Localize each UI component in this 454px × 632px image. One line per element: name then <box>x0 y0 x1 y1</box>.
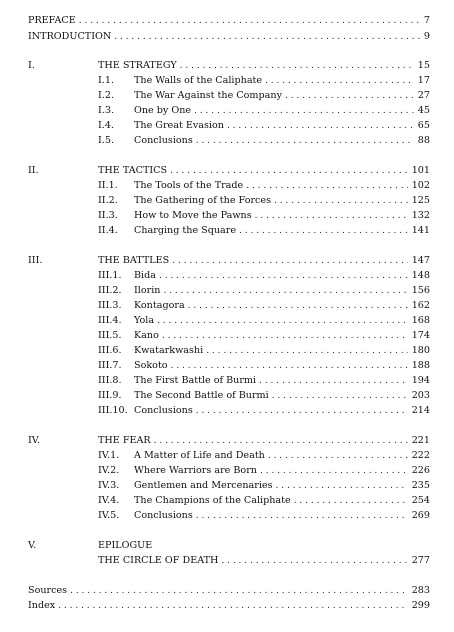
toc-part-1 <box>28 59 430 73</box>
toc-section <box>28 449 430 463</box>
page-number: 45 <box>417 105 430 116</box>
section-number: II.3. <box>98 210 118 221</box>
section-title: Kontagora <box>134 300 185 311</box>
toc-section <box>28 464 430 478</box>
part-title: THE TACTICS <box>98 165 168 176</box>
page-number: 203 <box>411 390 430 401</box>
page-number: 221 <box>411 435 430 446</box>
dot-leader <box>163 284 407 298</box>
page-number: 125 <box>411 195 430 206</box>
page-number: 254 <box>411 495 430 506</box>
section-title: Sokoto <box>134 360 168 371</box>
section-title: Conclusions <box>134 135 193 146</box>
dot-leader <box>259 374 408 388</box>
section-title: Bida <box>134 270 156 281</box>
page-number: 65 <box>417 120 430 131</box>
toc-section <box>28 74 430 88</box>
page-number: 269 <box>411 510 430 521</box>
toc-section <box>28 509 430 523</box>
section-number: III.2. <box>98 285 122 296</box>
page-number: 7 <box>423 15 430 26</box>
page-number: 9 <box>423 31 430 42</box>
page-number: 226 <box>411 465 430 476</box>
page-number: 299 <box>411 600 430 611</box>
dot-leader <box>172 254 407 268</box>
dot-leader <box>227 119 414 133</box>
section-title: One by One <box>134 105 192 116</box>
dot-leader <box>170 164 408 178</box>
section-title: Yola <box>134 315 155 326</box>
section-number: III.9. <box>98 390 122 401</box>
dot-leader <box>265 74 414 88</box>
section-title: The Walls of the Caliphate <box>134 75 263 86</box>
toc-part-3 <box>28 254 430 268</box>
section-number: II.4. <box>98 225 118 236</box>
toc-section <box>28 194 430 208</box>
page-number: 174 <box>411 330 430 341</box>
page-number: 148 <box>411 270 430 281</box>
page-number: 162 <box>411 300 430 311</box>
toc-section <box>28 299 430 313</box>
toc-section <box>28 269 430 283</box>
dot-leader <box>159 269 408 283</box>
toc-part-4 <box>28 434 430 448</box>
section-number: IV.3. <box>98 480 120 491</box>
dot-leader <box>268 449 408 463</box>
toc-section <box>28 134 430 148</box>
section-number: III.4. <box>98 315 122 326</box>
toc-section <box>28 389 430 403</box>
toc-section <box>28 344 430 358</box>
dot-leader <box>206 344 408 358</box>
section-title: Kano <box>134 330 159 341</box>
dot-leader <box>194 104 414 118</box>
section-number: I.4. <box>98 120 114 131</box>
page-number: 180 <box>411 345 430 356</box>
section-number: III.7. <box>98 360 122 371</box>
section-number: I.3. <box>98 105 114 116</box>
part-number: I. <box>28 60 35 71</box>
page-number: 194 <box>411 375 430 386</box>
dot-leader <box>162 329 408 343</box>
entry-title: Sources <box>28 585 68 596</box>
part-title: THE BATTLES <box>98 255 170 266</box>
toc-section <box>28 374 430 388</box>
entry-title: INTRODUCTION <box>28 31 112 42</box>
entry-title: Index <box>28 600 56 611</box>
section-number: III.6. <box>98 345 122 356</box>
dot-leader <box>274 194 408 208</box>
section-title: Conclusions <box>134 510 193 521</box>
toc-epilogue-title <box>28 554 430 568</box>
dot-leader <box>157 314 408 328</box>
toc-section <box>28 404 430 418</box>
section-number: I.5. <box>98 135 114 146</box>
dot-leader <box>79 14 420 28</box>
section-title: The Second Battle of Burmi <box>134 390 269 401</box>
section-title: The War Against the Company <box>134 90 282 101</box>
page-number: 17 <box>417 75 430 86</box>
dot-leader <box>196 509 408 523</box>
page-number: 214 <box>411 405 430 416</box>
toc-section <box>28 479 430 493</box>
dot-leader <box>255 209 408 223</box>
page-number: 222 <box>411 450 430 461</box>
page-number: 102 <box>411 180 430 191</box>
toc-section <box>28 179 430 193</box>
toc-section <box>28 89 430 103</box>
part-title: THE CIRCLE OF DEATH <box>98 555 219 566</box>
section-number: III.5. <box>98 330 122 341</box>
page-number: 235 <box>411 480 430 491</box>
toc-section <box>28 224 430 238</box>
section-title: Kwatarkwashi <box>134 345 204 356</box>
toc-section <box>28 284 430 298</box>
page-number: 88 <box>417 135 430 146</box>
toc-section <box>28 494 430 508</box>
dot-leader <box>285 89 414 103</box>
dot-leader <box>260 464 408 478</box>
section-title: Gentlemen and Mercenaries <box>134 480 273 491</box>
page-number: 27 <box>417 90 430 101</box>
toc-part-5 <box>28 539 430 553</box>
section-title: The Great Evasion <box>134 120 224 131</box>
part-number: II. <box>28 165 39 176</box>
part-label: EPILOGUE <box>98 540 153 551</box>
section-number: I.2. <box>98 90 114 101</box>
section-number: IV.1. <box>98 450 120 461</box>
dot-leader <box>188 299 408 313</box>
section-title: Conclusions <box>134 405 193 416</box>
toc-section <box>28 314 430 328</box>
toc-section <box>28 359 430 373</box>
page-number: 168 <box>411 315 430 326</box>
toc-entry-introduction <box>28 30 430 44</box>
toc-part-2 <box>28 164 430 178</box>
part-number: V. <box>28 540 37 551</box>
dot-leader <box>196 134 414 148</box>
dot-leader <box>276 479 408 493</box>
page-number: 141 <box>411 225 430 236</box>
page-number: 101 <box>411 165 430 176</box>
section-number: II.1. <box>98 180 118 191</box>
dot-leader <box>246 179 407 193</box>
page-number: 156 <box>411 285 430 296</box>
toc-section <box>28 104 430 118</box>
section-number: III.10. <box>98 405 128 416</box>
section-title: A Matter of Life and Death <box>134 450 265 461</box>
section-number: III.3. <box>98 300 122 311</box>
section-number: III.8. <box>98 375 122 386</box>
dot-leader <box>154 434 408 448</box>
section-title: The First Battle of Burmi <box>134 375 257 386</box>
dot-leader <box>114 30 420 44</box>
part-number: IV. <box>28 435 41 446</box>
part-title: THE STRATEGY <box>98 60 177 71</box>
section-number: II.2. <box>98 195 118 206</box>
section-title: The Champions of the Caliphate <box>134 495 291 506</box>
section-number: III.1. <box>98 270 122 281</box>
toc-section <box>28 119 430 133</box>
section-number: IV.4. <box>98 495 120 506</box>
section-title: Where Warriors are Born <box>134 465 257 476</box>
dot-leader <box>70 584 408 598</box>
dot-leader <box>196 404 408 418</box>
dot-leader <box>272 389 408 403</box>
section-number: IV.2. <box>98 465 120 476</box>
part-number: III. <box>28 255 43 266</box>
toc-section <box>28 209 430 223</box>
page-number: 132 <box>411 210 430 221</box>
toc-entry-index <box>28 599 430 613</box>
page-number: 147 <box>411 255 430 266</box>
entry-title: PREFACE <box>28 15 76 26</box>
page-number: 188 <box>411 360 430 371</box>
dot-leader <box>239 224 408 238</box>
part-title: THE FEAR <box>98 435 151 446</box>
dot-leader <box>180 59 414 73</box>
page-number: 283 <box>411 585 430 596</box>
dot-leader <box>58 599 407 613</box>
section-number: IV.5. <box>98 510 120 521</box>
dot-leader <box>294 494 408 508</box>
dot-leader <box>171 359 408 373</box>
section-title: The Tools of the Trade <box>134 180 244 191</box>
section-title: Charging the Square <box>134 225 237 236</box>
toc-entry-sources <box>28 584 430 598</box>
section-title: The Gathering of the Forces <box>134 195 272 206</box>
section-title: Ilorin <box>134 285 161 296</box>
dot-leader <box>221 554 407 568</box>
toc-entry-preface <box>28 14 430 28</box>
section-title: How to Move the Pawns <box>134 210 252 221</box>
page-number: 15 <box>417 60 430 71</box>
section-number: I.1. <box>98 75 114 86</box>
page-number: 277 <box>411 555 430 566</box>
toc-section <box>28 329 430 343</box>
